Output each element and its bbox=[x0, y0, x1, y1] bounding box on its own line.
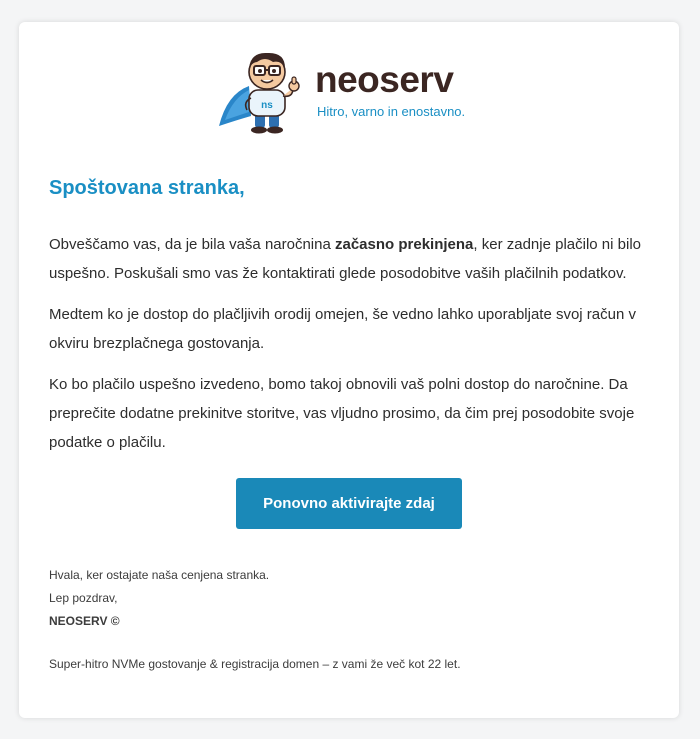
signoff-signature: NEOSERV © bbox=[49, 614, 120, 628]
greeting-heading: Spoštovana stranka, bbox=[49, 177, 245, 199]
mascot-shirt-text: ns bbox=[261, 100, 273, 111]
emphasis-suspended: začasno prekinjena bbox=[335, 236, 474, 253]
paragraph-text-after: , ker zadnje plačilo ni bilo uspešno. Poskušali smo vas že kontaktirati glede posodobitve vaših plačilnih podatkov. bbox=[49, 236, 641, 282]
mascot-icon bbox=[219, 50, 311, 134]
brand-name: neoserv bbox=[315, 59, 454, 100]
brand-tagline: Hitro, varno in enostavno. bbox=[317, 104, 466, 119]
paragraph-text-before: Obveščamo vas, da je bila vaša naročnina bbox=[49, 236, 335, 253]
signoff-thanks: Hvala, ker ostajate naša cenjena stranka. bbox=[49, 568, 270, 582]
paragraph-restore-access: Ko bo plačilo uspešno izvedeno, bomo takoj obnovili vaš polni dostop do naročnine. Da preprečite dodatne prekinitve storitve, vas vljudno prosimo, da čim prej posodobite svoje podatke o plačilu. bbox=[49, 376, 635, 451]
paragraph-suspension-notice bbox=[49, 230, 659, 288]
signoff-regards: Lep pozdrav, bbox=[49, 591, 118, 605]
email-card bbox=[19, 22, 679, 718]
reactivate-button[interactable]: Ponovno aktivirajte zdaj bbox=[236, 478, 462, 529]
paragraph-limited-access: Medtem ko je dostop do plačljivih orodij omejen, še vedno lahko uporabljate svoj račun v okviru brezplačnega gostovanja. bbox=[49, 306, 636, 352]
footer-tagline: Super-hitro NVMe gostovanje & registracija domen – z vami že več kot 22 let. bbox=[49, 657, 461, 671]
brand-logo bbox=[219, 50, 509, 134]
